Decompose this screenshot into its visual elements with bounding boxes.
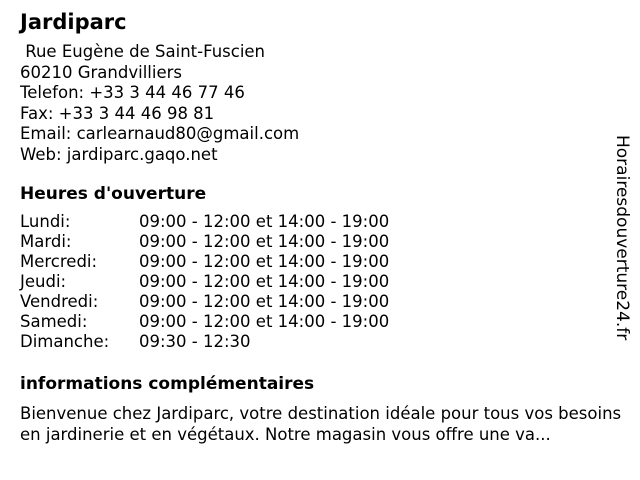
hours-row bbox=[20, 252, 440, 272]
address-street: Rue Eugène de Saint-Fuscien bbox=[20, 42, 266, 61]
hours-row bbox=[20, 212, 440, 232]
hours-day: Mercredi: bbox=[20, 252, 98, 271]
hours-heading: Heures d'ouverture bbox=[20, 184, 207, 204]
hours-table bbox=[20, 212, 440, 352]
hours-day: Lundi: bbox=[20, 212, 71, 231]
contact-block bbox=[20, 42, 299, 165]
fax-line: Fax: +33 3 44 46 98 81 bbox=[20, 103, 215, 123]
web-line[interactable]: Web: jardiparc.gaqo.net bbox=[20, 144, 218, 164]
hours-row bbox=[20, 232, 440, 252]
hours-row bbox=[20, 312, 440, 332]
address-city: 60210 Grandvilliers bbox=[20, 62, 182, 82]
hours-time: 09:00 - 12:00 et 14:00 - 19:00 bbox=[139, 272, 390, 291]
hours-row bbox=[20, 292, 440, 312]
hours-day: Mardi: bbox=[20, 232, 72, 251]
hours-time: 09:00 - 12:00 et 14:00 - 19:00 bbox=[139, 312, 390, 331]
phone-line[interactable]: Telefon: +33 3 44 46 77 46 bbox=[20, 83, 245, 102]
info-description: Bienvenue chez Jardiparc, votre destination idéale pour tous vos besoins en jardinerie et en végétaux. Notre magasin vous offre une va... bbox=[20, 404, 622, 444]
hours-time: 09:00 - 12:00 et 14:00 - 19:00 bbox=[139, 252, 390, 271]
hours-day: Dimanche: bbox=[20, 332, 110, 351]
info-heading: informations complémentaires bbox=[20, 374, 315, 394]
email-line[interactable]: Email: carlearnaud80@gmail.com bbox=[20, 124, 300, 143]
hours-day: Vendredi: bbox=[20, 292, 99, 311]
hours-day: Samedi: bbox=[20, 312, 88, 331]
hours-time: 09:30 - 12:30 bbox=[139, 332, 251, 351]
business-name: Jardiparc bbox=[20, 10, 127, 34]
hours-day: Jeudi: bbox=[20, 272, 67, 291]
hours-time: 09:00 - 12:00 et 14:00 - 19:00 bbox=[139, 232, 390, 251]
hours-time: 09:00 - 12:00 et 14:00 - 19:00 bbox=[139, 292, 390, 311]
hours-time: 09:00 - 12:00 et 14:00 - 19:00 bbox=[139, 212, 390, 231]
site-watermark: Horairesdouverture24.fr bbox=[612, 135, 632, 341]
hours-row bbox=[20, 332, 440, 352]
hours-row bbox=[20, 272, 440, 292]
